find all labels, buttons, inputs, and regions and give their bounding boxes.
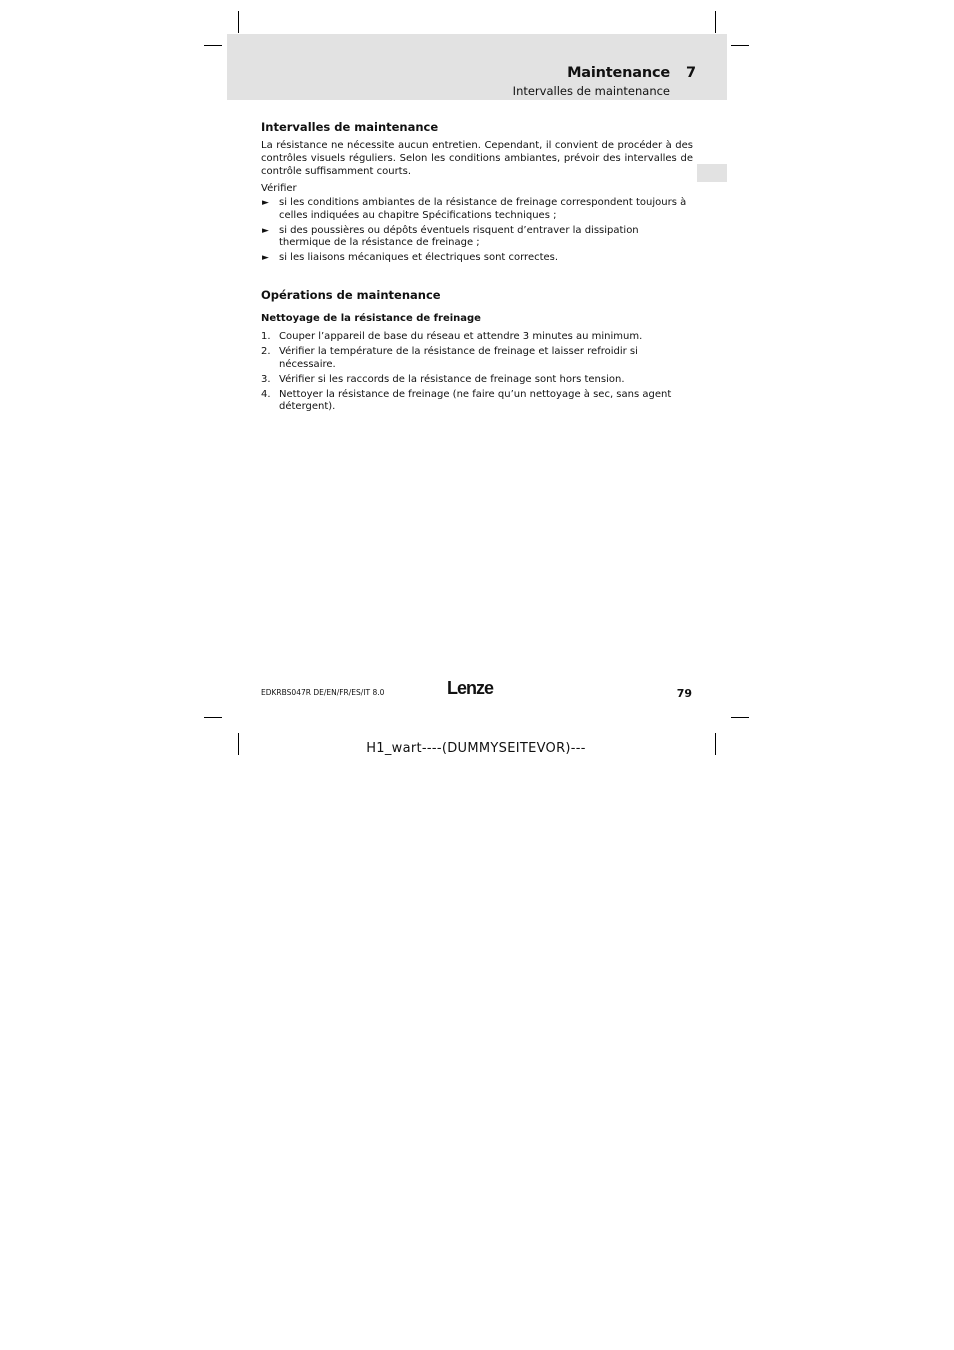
- dummy-page-marker: H1_wart----(DUMMYSEITEVOR)---: [366, 741, 586, 756]
- crop-mark-bottom-left-v: [238, 733, 239, 755]
- arrow-bullet-icon: ►: [262, 225, 269, 236]
- lenze-logo: Lenze: [447, 678, 494, 698]
- chapter-subtitle: Intervalles de maintenance: [512, 84, 670, 98]
- list-item: [261, 252, 693, 265]
- step-number: 2.: [261, 346, 271, 357]
- crop-mark-top-right-h: [731, 45, 749, 46]
- crop-mark-bottom-right-h: [731, 717, 749, 718]
- list-item-text: si les liaisons mécaniques et électriques sont correctes.: [279, 252, 559, 263]
- step-text: Vérifier la température de la résistance de freinage et laisser refroidir si nécessaire.: [279, 346, 638, 370]
- crop-mark-top-left-h: [204, 45, 222, 46]
- subsection-heading-cleaning: Nettoyage de la résistance de freinage: [261, 313, 481, 324]
- chapter-number: 7: [686, 65, 697, 81]
- list-item-text: si des poussières ou dépôts éventuels risquent d’entraver la dissipation thermique de la résistance de freinage ;: [279, 224, 639, 248]
- step-item: [261, 346, 693, 371]
- list-item-text: si les conditions ambiantes de la résistance de freinage correspondent toujours à celles indiquées au chapitre Spécifications techniques ;: [279, 197, 687, 221]
- cleaning-steps: [261, 331, 693, 416]
- crop-mark-bottom-right-v: [715, 733, 716, 755]
- intro-paragraph: La résistance ne nécessite aucun entretien. Cependant, il convient de procéder à des contrôles visuels réguliers. Selon les conditions ambiantes, prévoir des intervalles de contrôle suffisamment courts.: [261, 140, 693, 177]
- arrow-bullet-icon: ►: [262, 198, 269, 208]
- step-number: 1.: [261, 331, 271, 342]
- chapter-title: Maintenance: [567, 65, 670, 81]
- page-number: 79: [676, 687, 692, 700]
- check-list: [261, 197, 693, 267]
- step-item: [261, 389, 693, 414]
- document-code: EDKRBS047R DE/EN/FR/ES/IT 8.0: [261, 688, 385, 697]
- list-item: [261, 225, 693, 250]
- arrow-bullet-icon: ►: [262, 253, 269, 263]
- step-text: Couper l’appareil de base du réseau et attendre 3 minutes au minimum.: [279, 331, 643, 342]
- thumb-index-tab: [697, 164, 727, 182]
- list-item: [261, 197, 693, 222]
- step-item: [261, 374, 693, 387]
- step-number: 4.: [261, 388, 271, 400]
- check-label: Vérifier: [261, 183, 297, 194]
- crop-mark-top-right-v: [715, 11, 716, 33]
- step-text: Nettoyer la résistance de freinage (ne faire qu’un nettoyage à sec, sans agent détergent).: [279, 388, 672, 412]
- crop-mark-bottom-left-h: [204, 717, 222, 718]
- step-item: [261, 331, 693, 344]
- section-heading-operations: Opérations de maintenance: [261, 288, 441, 302]
- step-text: Vérifier si les raccords de la résistance de freinage sont hors tension.: [279, 373, 625, 385]
- step-number: 3.: [261, 373, 271, 385]
- crop-mark-top-left-v: [238, 11, 239, 33]
- section-heading-intervals: Intervalles de maintenance: [261, 120, 439, 134]
